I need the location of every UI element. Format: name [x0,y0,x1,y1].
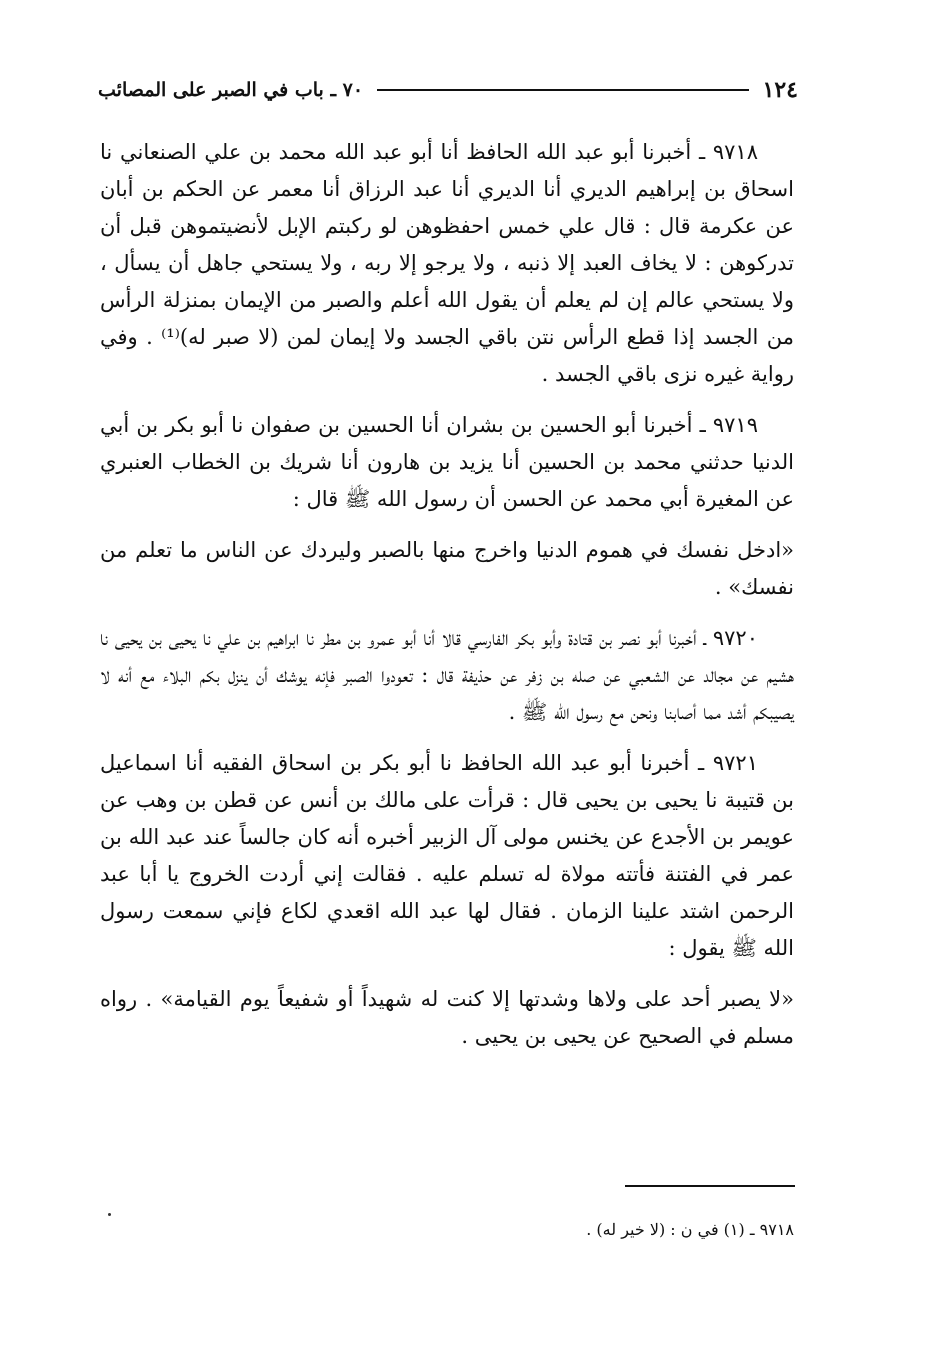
chapter-title: ٧٠ ـ باب في الصبر على المصائب [98,79,364,101]
footnote-rule [625,1185,795,1187]
hadith-9719-quote: «ادخل نفسك في هموم الدنيا واخرج منها بالصبر وليردك عن الناس ما تعلم من نفسك» . [100,538,794,599]
hadith-9720: ٩٧٢٠ ـ أخبرنا أبو نصر بن قتادة وأبو بكر الفارسي قالا أنا أبو عمرو بن مطر نا ابراهيم بن علي نا يحيى بن يحيى نا هشيم عن مجالد عن الشعبي عن صله بن زفر عن حذيفة قال : تعودوا الصبر فإنه يوشك أن ينزل بكم البلاء مع أنه لا يصيبكم أشد مما أصابنا ونحن مع رسول الله ﷺ . [100,626,794,724]
hadith-9718: ٩٧١٨ ـ أخبرنا أبو عبد الله الحافظ أنا أبو عبد الله محمد بن علي الصنعاني نا اسحاق بن إبراهيم الديري أنا الديري أنا عبد الرزاق أنا معمر عن الحكم بن أبان عن عكرمة قال : قال علي خمس احفظوهن لو ركبتم الإبل لأنضيتموهن قبل أن تدركوهن : لا يخاف العبد إلا ذنبه ، ولا يرجو إلا ربه ، ولا يستحي جاهل أن يسأل ، ولا يستحي عالم إن لم يعلم أن يقول الله أعلم والصبر من الإيمان بمنزلة الرأس من الجسد إذا قطع الرأس نتن باقي الجسد ولا إيمان لمن (لا صبر له)⁽¹⁾ . وفي رواية غيره نزى باقي الجسد . [100,140,794,386]
footnote: ٩٧١٨ ـ (١) في ن : (لا خير له) . [586,1220,794,1239]
hadith-9719: ٩٧١٩ ـ أخبرنا أبو الحسين بن بشران أنا الحسين بن صفوان نا أبو بكر بن أبي الدنيا حدثني محمد بن الحسين أنا يزيد بن هارون أنا شريك بن الخطاب العنبري عن المغيرة أبي محمد عن الحسن أن رسول الله ﷺ قال : [100,413,794,511]
main-text [100,134,794,1069]
hadith-9721-quote: «لا يصبر أحد على ولاها وشدتها إلا كنت له شهيداً أو شفيعاً يوم القيامة» . رواه مسلم في الصحيح عن يحيى بن يحيى . [100,987,794,1048]
header-rule [377,89,749,91]
hadith-9721: ٩٧٢١ ـ أخبرنا أبو عبد الله الحافظ نا أبو بكر بن اسحاق الفقيه أنا اسماعيل بن قتيبة نا يحيى بن يحيى قال : قرأت على مالك بن أنس عن قطن بن وهب عن عويمر بن الأجدع عن يخنس مولى آل الزبير أخبره أنه كان جالساً عند عبد الله بن عمر في الفتنة فأتته مولاة له تسلم عليه . فقالت إني أردت الخروج يا أبا عبد الرحمن اشتد علينا الزمان . فقال لها عبد الله اقعدي لكاع فإني سمعت رسول الله ﷺ يقول : [100,751,794,960]
print-speck [108,1213,111,1216]
page-number: ١٢٤ [762,77,798,103]
page-header [98,72,798,108]
